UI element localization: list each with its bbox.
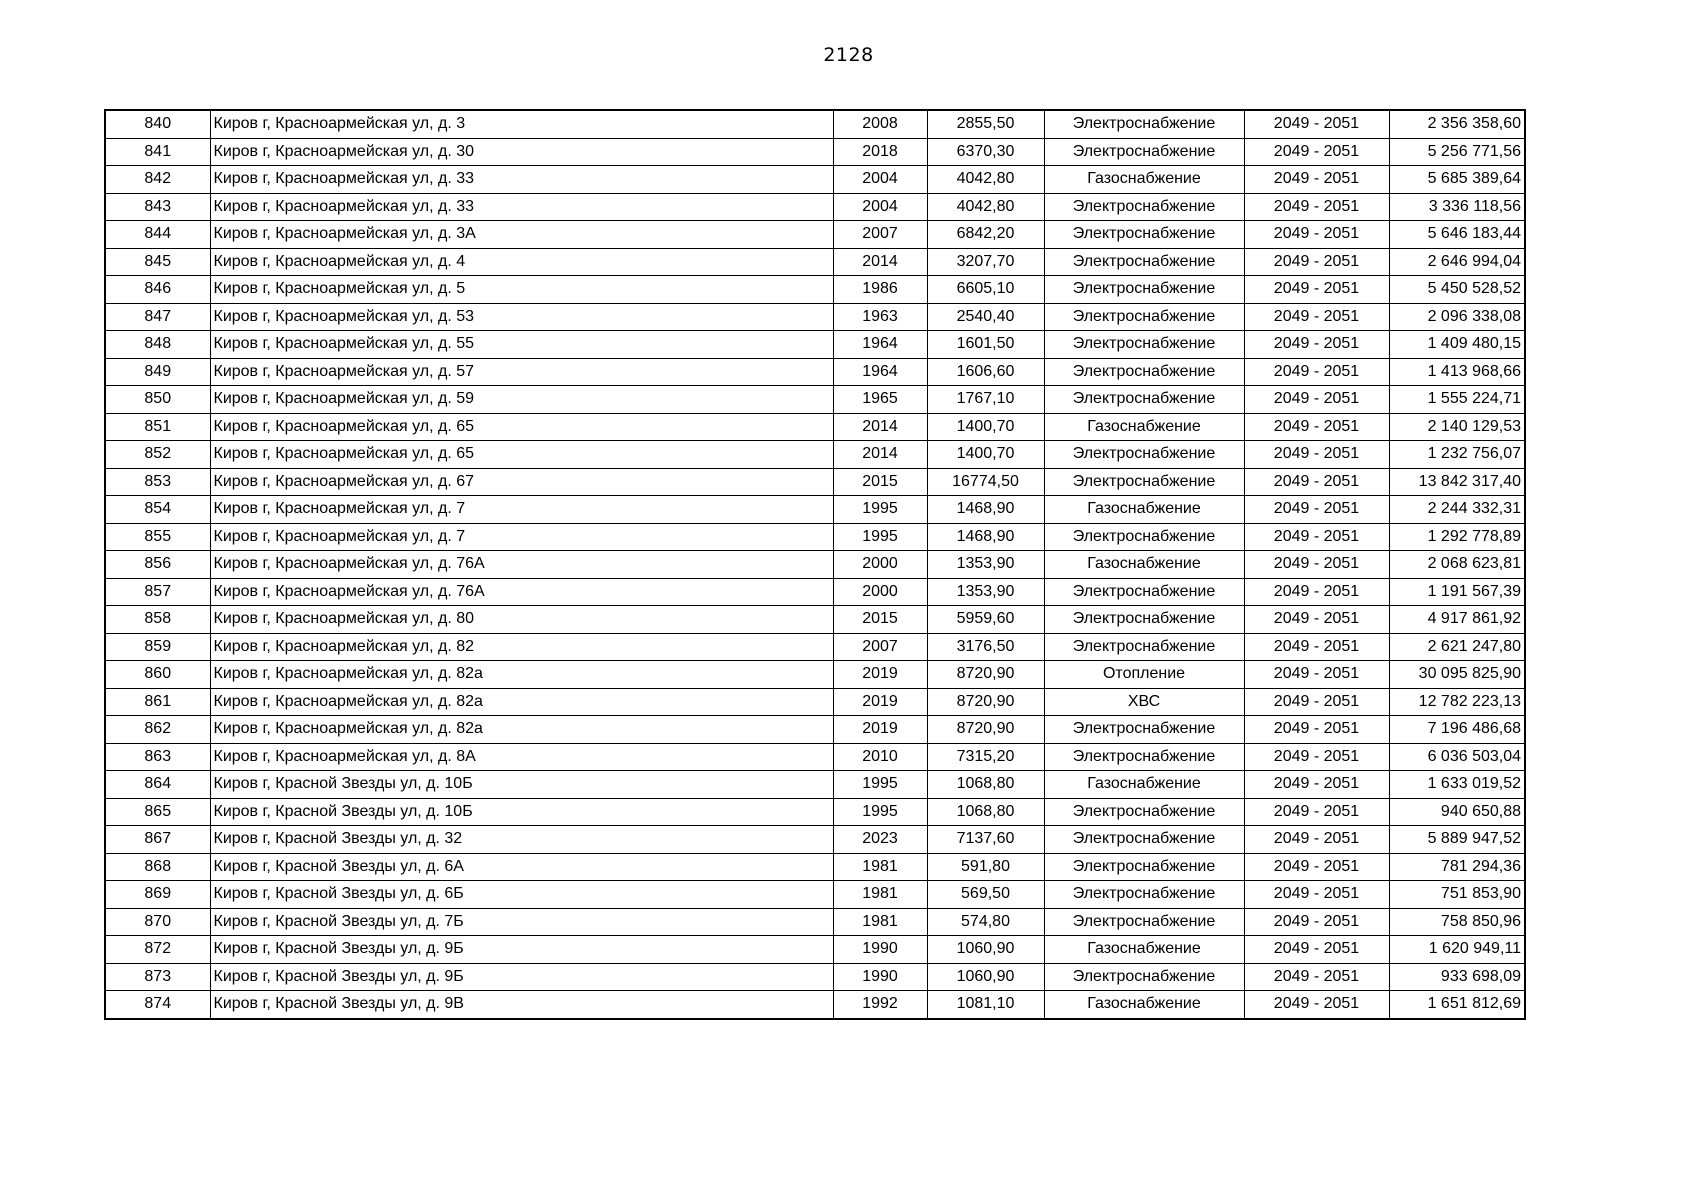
address-cell: Киров г, Красноармейская ул, д. 59 bbox=[210, 386, 833, 414]
cost-cell: 2 140 129,53 bbox=[1389, 413, 1525, 441]
period-cell: 2049 - 2051 bbox=[1244, 441, 1389, 469]
area-cell: 4042,80 bbox=[927, 166, 1044, 194]
period-cell: 2049 - 2051 bbox=[1244, 276, 1389, 304]
cost-cell: 5 646 183,44 bbox=[1389, 221, 1525, 249]
row-number-cell: 862 bbox=[105, 716, 210, 744]
year-cell: 1981 bbox=[833, 853, 927, 881]
area-cell: 3176,50 bbox=[927, 633, 1044, 661]
table-row bbox=[105, 826, 1525, 854]
year-cell: 2019 bbox=[833, 661, 927, 689]
area-cell: 574,80 bbox=[927, 908, 1044, 936]
area-cell: 6842,20 bbox=[927, 221, 1044, 249]
period-cell: 2049 - 2051 bbox=[1244, 358, 1389, 386]
area-cell: 8720,90 bbox=[927, 688, 1044, 716]
period-cell: 2049 - 2051 bbox=[1244, 110, 1389, 138]
row-number-cell: 857 bbox=[105, 578, 210, 606]
address-cell: Киров г, Красноармейская ул, д. 7 bbox=[210, 523, 833, 551]
year-cell: 2019 bbox=[833, 688, 927, 716]
service-type-cell: Отопление bbox=[1044, 661, 1244, 689]
row-number-cell: 855 bbox=[105, 523, 210, 551]
area-cell: 7137,60 bbox=[927, 826, 1044, 854]
address-cell: Киров г, Красной Звезды ул, д. 9Б bbox=[210, 963, 833, 991]
period-cell: 2049 - 2051 bbox=[1244, 688, 1389, 716]
cost-cell: 6 036 503,04 bbox=[1389, 743, 1525, 771]
row-number-cell: 847 bbox=[105, 303, 210, 331]
service-type-cell: Электроснабжение bbox=[1044, 853, 1244, 881]
row-number-cell: 872 bbox=[105, 936, 210, 964]
period-cell: 2049 - 2051 bbox=[1244, 936, 1389, 964]
area-cell: 2855,50 bbox=[927, 110, 1044, 138]
table-row bbox=[105, 523, 1525, 551]
cost-cell: 1 232 756,07 bbox=[1389, 441, 1525, 469]
register-table bbox=[104, 109, 1526, 1020]
service-type-cell: Электроснабжение bbox=[1044, 386, 1244, 414]
service-type-cell: Электроснабжение bbox=[1044, 303, 1244, 331]
service-type-cell: Электроснабжение bbox=[1044, 331, 1244, 359]
area-cell: 1060,90 bbox=[927, 936, 1044, 964]
year-cell: 1986 bbox=[833, 276, 927, 304]
cost-cell: 5 889 947,52 bbox=[1389, 826, 1525, 854]
year-cell: 1995 bbox=[833, 798, 927, 826]
service-type-cell: Электроснабжение bbox=[1044, 110, 1244, 138]
address-cell: Киров г, Красной Звезды ул, д. 6А bbox=[210, 853, 833, 881]
area-cell: 1400,70 bbox=[927, 441, 1044, 469]
year-cell: 2015 bbox=[833, 468, 927, 496]
address-cell: Киров г, Красноармейская ул, д. 55 bbox=[210, 331, 833, 359]
row-number-cell: 859 bbox=[105, 633, 210, 661]
service-type-cell: Электроснабжение bbox=[1044, 221, 1244, 249]
address-cell: Киров г, Красной Звезды ул, д. 32 bbox=[210, 826, 833, 854]
year-cell: 2015 bbox=[833, 606, 927, 634]
area-cell: 8720,90 bbox=[927, 716, 1044, 744]
period-cell: 2049 - 2051 bbox=[1244, 303, 1389, 331]
area-cell: 1081,10 bbox=[927, 991, 1044, 1019]
row-number-cell: 869 bbox=[105, 881, 210, 909]
cost-cell: 933 698,09 bbox=[1389, 963, 1525, 991]
address-cell: Киров г, Красной Звезды ул, д. 10Б bbox=[210, 771, 833, 799]
area-cell: 1353,90 bbox=[927, 578, 1044, 606]
period-cell: 2049 - 2051 bbox=[1244, 853, 1389, 881]
table-row bbox=[105, 221, 1525, 249]
row-number-cell: 849 bbox=[105, 358, 210, 386]
area-cell: 569,50 bbox=[927, 881, 1044, 909]
cost-cell: 13 842 317,40 bbox=[1389, 468, 1525, 496]
period-cell: 2049 - 2051 bbox=[1244, 716, 1389, 744]
period-cell: 2049 - 2051 bbox=[1244, 908, 1389, 936]
service-type-cell: Электроснабжение bbox=[1044, 908, 1244, 936]
area-cell: 4042,80 bbox=[927, 193, 1044, 221]
address-cell: Киров г, Красноармейская ул, д. 3А bbox=[210, 221, 833, 249]
area-cell: 1068,80 bbox=[927, 798, 1044, 826]
cost-cell: 1 555 224,71 bbox=[1389, 386, 1525, 414]
address-cell: Киров г, Красной Звезды ул, д. 6Б bbox=[210, 881, 833, 909]
table-row bbox=[105, 166, 1525, 194]
address-cell: Киров г, Красноармейская ул, д. 82а bbox=[210, 661, 833, 689]
cost-cell: 2 244 332,31 bbox=[1389, 496, 1525, 524]
service-type-cell: Газоснабжение bbox=[1044, 936, 1244, 964]
area-cell: 1060,90 bbox=[927, 963, 1044, 991]
cost-cell: 5 685 389,64 bbox=[1389, 166, 1525, 194]
table-row bbox=[105, 853, 1525, 881]
area-cell: 7315,20 bbox=[927, 743, 1044, 771]
row-number-cell: 851 bbox=[105, 413, 210, 441]
row-number-cell: 852 bbox=[105, 441, 210, 469]
register-table-body bbox=[105, 110, 1525, 1019]
year-cell: 2000 bbox=[833, 551, 927, 579]
row-number-cell: 873 bbox=[105, 963, 210, 991]
page-number: 2128 bbox=[823, 44, 874, 66]
table-row bbox=[105, 963, 1525, 991]
table-row bbox=[105, 193, 1525, 221]
address-cell: Киров г, Красноармейская ул, д. 76А bbox=[210, 551, 833, 579]
cost-cell: 5 450 528,52 bbox=[1389, 276, 1525, 304]
year-cell: 2000 bbox=[833, 578, 927, 606]
cost-cell: 7 196 486,68 bbox=[1389, 716, 1525, 744]
address-cell: Киров г, Красной Звезды ул, д. 7Б bbox=[210, 908, 833, 936]
service-type-cell: Электроснабжение bbox=[1044, 606, 1244, 634]
service-type-cell: Газоснабжение bbox=[1044, 991, 1244, 1019]
cost-cell: 12 782 223,13 bbox=[1389, 688, 1525, 716]
row-number-cell: 842 bbox=[105, 166, 210, 194]
table-row bbox=[105, 386, 1525, 414]
period-cell: 2049 - 2051 bbox=[1244, 221, 1389, 249]
row-number-cell: 848 bbox=[105, 331, 210, 359]
address-cell: Киров г, Красноармейская ул, д. 5 bbox=[210, 276, 833, 304]
service-type-cell: Электроснабжение bbox=[1044, 798, 1244, 826]
service-type-cell: Газоснабжение bbox=[1044, 496, 1244, 524]
year-cell: 1965 bbox=[833, 386, 927, 414]
service-type-cell: Электроснабжение bbox=[1044, 743, 1244, 771]
row-number-cell: 841 bbox=[105, 138, 210, 166]
year-cell: 1963 bbox=[833, 303, 927, 331]
table-row bbox=[105, 110, 1525, 138]
area-cell: 16774,50 bbox=[927, 468, 1044, 496]
cost-cell: 2 356 358,60 bbox=[1389, 110, 1525, 138]
table-row bbox=[105, 331, 1525, 359]
cost-cell: 1 413 968,66 bbox=[1389, 358, 1525, 386]
table-row bbox=[105, 551, 1525, 579]
row-number-cell: 845 bbox=[105, 248, 210, 276]
year-cell: 2014 bbox=[833, 248, 927, 276]
area-cell: 8720,90 bbox=[927, 661, 1044, 689]
table-row bbox=[105, 688, 1525, 716]
address-cell: Киров г, Красноармейская ул, д. 76А bbox=[210, 578, 833, 606]
area-cell: 6605,10 bbox=[927, 276, 1044, 304]
row-number-cell: 858 bbox=[105, 606, 210, 634]
period-cell: 2049 - 2051 bbox=[1244, 661, 1389, 689]
service-type-cell: Электроснабжение bbox=[1044, 138, 1244, 166]
table-row bbox=[105, 413, 1525, 441]
year-cell: 1995 bbox=[833, 523, 927, 551]
row-number-cell: 856 bbox=[105, 551, 210, 579]
period-cell: 2049 - 2051 bbox=[1244, 606, 1389, 634]
service-type-cell: Электроснабжение bbox=[1044, 193, 1244, 221]
year-cell: 2007 bbox=[833, 633, 927, 661]
service-type-cell: Электроснабжение bbox=[1044, 963, 1244, 991]
service-type-cell: Электроснабжение bbox=[1044, 633, 1244, 661]
cost-cell: 3 336 118,56 bbox=[1389, 193, 1525, 221]
area-cell: 2540,40 bbox=[927, 303, 1044, 331]
period-cell: 2049 - 2051 bbox=[1244, 138, 1389, 166]
row-number-cell: 870 bbox=[105, 908, 210, 936]
table-row bbox=[105, 276, 1525, 304]
period-cell: 2049 - 2051 bbox=[1244, 771, 1389, 799]
area-cell: 591,80 bbox=[927, 853, 1044, 881]
service-type-cell: Электроснабжение bbox=[1044, 881, 1244, 909]
year-cell: 2014 bbox=[833, 441, 927, 469]
year-cell: 2007 bbox=[833, 221, 927, 249]
row-number-cell: 861 bbox=[105, 688, 210, 716]
period-cell: 2049 - 2051 bbox=[1244, 523, 1389, 551]
period-cell: 2049 - 2051 bbox=[1244, 881, 1389, 909]
service-type-cell: ХВС bbox=[1044, 688, 1244, 716]
table-row bbox=[105, 936, 1525, 964]
service-type-cell: Электроснабжение bbox=[1044, 468, 1244, 496]
address-cell: Киров г, Красноармейская ул, д. 65 bbox=[210, 413, 833, 441]
address-cell: Киров г, Красноармейская ул, д. 82а bbox=[210, 716, 833, 744]
year-cell: 1990 bbox=[833, 963, 927, 991]
address-cell: Киров г, Красноармейская ул, д. 30 bbox=[210, 138, 833, 166]
table-row bbox=[105, 716, 1525, 744]
period-cell: 2049 - 2051 bbox=[1244, 578, 1389, 606]
service-type-cell: Электроснабжение bbox=[1044, 441, 1244, 469]
address-cell: Киров г, Красной Звезды ул, д. 9В bbox=[210, 991, 833, 1019]
area-cell: 1468,90 bbox=[927, 523, 1044, 551]
period-cell: 2049 - 2051 bbox=[1244, 743, 1389, 771]
table-row bbox=[105, 248, 1525, 276]
table-row bbox=[105, 578, 1525, 606]
address-cell: Киров г, Красноармейская ул, д. 82 bbox=[210, 633, 833, 661]
address-cell: Киров г, Красноармейская ул, д. 80 bbox=[210, 606, 833, 634]
cost-cell: 781 294,36 bbox=[1389, 853, 1525, 881]
row-number-cell: 844 bbox=[105, 221, 210, 249]
year-cell: 1990 bbox=[833, 936, 927, 964]
area-cell: 5959,60 bbox=[927, 606, 1044, 634]
year-cell: 2008 bbox=[833, 110, 927, 138]
address-cell: Киров г, Красноармейская ул, д. 8А bbox=[210, 743, 833, 771]
year-cell: 2019 bbox=[833, 716, 927, 744]
period-cell: 2049 - 2051 bbox=[1244, 386, 1389, 414]
address-cell: Киров г, Красноармейская ул, д. 65 bbox=[210, 441, 833, 469]
service-type-cell: Газоснабжение bbox=[1044, 166, 1244, 194]
area-cell: 1400,70 bbox=[927, 413, 1044, 441]
address-cell: Киров г, Красноармейская ул, д. 33 bbox=[210, 166, 833, 194]
service-type-cell: Газоснабжение bbox=[1044, 551, 1244, 579]
year-cell: 1964 bbox=[833, 331, 927, 359]
period-cell: 2049 - 2051 bbox=[1244, 798, 1389, 826]
address-cell: Киров г, Красноармейская ул, д. 82а bbox=[210, 688, 833, 716]
cost-cell: 1 620 949,11 bbox=[1389, 936, 1525, 964]
cost-cell: 2 096 338,08 bbox=[1389, 303, 1525, 331]
address-cell: Киров г, Красной Звезды ул, д. 10Б bbox=[210, 798, 833, 826]
service-type-cell: Электроснабжение bbox=[1044, 358, 1244, 386]
year-cell: 2004 bbox=[833, 193, 927, 221]
table-row bbox=[105, 771, 1525, 799]
cost-cell: 2 646 994,04 bbox=[1389, 248, 1525, 276]
year-cell: 2023 bbox=[833, 826, 927, 854]
cost-cell: 1 651 812,69 bbox=[1389, 991, 1525, 1019]
period-cell: 2049 - 2051 bbox=[1244, 496, 1389, 524]
cost-cell: 1 633 019,52 bbox=[1389, 771, 1525, 799]
cost-cell: 751 853,90 bbox=[1389, 881, 1525, 909]
address-cell: Киров г, Красноармейская ул, д. 53 bbox=[210, 303, 833, 331]
cost-cell: 1 191 567,39 bbox=[1389, 578, 1525, 606]
period-cell: 2049 - 2051 bbox=[1244, 991, 1389, 1019]
row-number-cell: 864 bbox=[105, 771, 210, 799]
service-type-cell: Электроснабжение bbox=[1044, 523, 1244, 551]
cost-cell: 2 621 247,80 bbox=[1389, 633, 1525, 661]
row-number-cell: 846 bbox=[105, 276, 210, 304]
table-row bbox=[105, 496, 1525, 524]
period-cell: 2049 - 2051 bbox=[1244, 963, 1389, 991]
cost-cell: 1 292 778,89 bbox=[1389, 523, 1525, 551]
row-number-cell: 850 bbox=[105, 386, 210, 414]
service-type-cell: Электроснабжение bbox=[1044, 276, 1244, 304]
area-cell: 1601,50 bbox=[927, 331, 1044, 359]
area-cell: 3207,70 bbox=[927, 248, 1044, 276]
row-number-cell: 840 bbox=[105, 110, 210, 138]
service-type-cell: Газоснабжение bbox=[1044, 771, 1244, 799]
table-row bbox=[105, 633, 1525, 661]
table-row bbox=[105, 743, 1525, 771]
year-cell: 2018 bbox=[833, 138, 927, 166]
address-cell: Киров г, Красноармейская ул, д. 57 bbox=[210, 358, 833, 386]
cost-cell: 758 850,96 bbox=[1389, 908, 1525, 936]
table-row bbox=[105, 798, 1525, 826]
table-row bbox=[105, 441, 1525, 469]
cost-cell: 5 256 771,56 bbox=[1389, 138, 1525, 166]
period-cell: 2049 - 2051 bbox=[1244, 413, 1389, 441]
period-cell: 2049 - 2051 bbox=[1244, 331, 1389, 359]
year-cell: 1981 bbox=[833, 908, 927, 936]
row-number-cell: 865 bbox=[105, 798, 210, 826]
area-cell: 1353,90 bbox=[927, 551, 1044, 579]
table-row bbox=[105, 661, 1525, 689]
row-number-cell: 854 bbox=[105, 496, 210, 524]
service-type-cell: Электроснабжение bbox=[1044, 578, 1244, 606]
area-cell: 1606,60 bbox=[927, 358, 1044, 386]
table-row bbox=[105, 468, 1525, 496]
period-cell: 2049 - 2051 bbox=[1244, 468, 1389, 496]
address-cell: Киров г, Красноармейская ул, д. 3 bbox=[210, 110, 833, 138]
period-cell: 2049 - 2051 bbox=[1244, 633, 1389, 661]
table-row bbox=[105, 908, 1525, 936]
address-cell: Киров г, Красноармейская ул, д. 67 bbox=[210, 468, 833, 496]
period-cell: 2049 - 2051 bbox=[1244, 193, 1389, 221]
year-cell: 2004 bbox=[833, 166, 927, 194]
cost-cell: 940 650,88 bbox=[1389, 798, 1525, 826]
area-cell: 1767,10 bbox=[927, 386, 1044, 414]
year-cell: 2010 bbox=[833, 743, 927, 771]
address-cell: Киров г, Красноармейская ул, д. 4 bbox=[210, 248, 833, 276]
row-number-cell: 863 bbox=[105, 743, 210, 771]
period-cell: 2049 - 2051 bbox=[1244, 166, 1389, 194]
address-cell: Киров г, Красноармейская ул, д. 33 bbox=[210, 193, 833, 221]
table-row bbox=[105, 606, 1525, 634]
service-type-cell: Электроснабжение bbox=[1044, 716, 1244, 744]
area-cell: 1468,90 bbox=[927, 496, 1044, 524]
row-number-cell: 868 bbox=[105, 853, 210, 881]
period-cell: 2049 - 2051 bbox=[1244, 551, 1389, 579]
service-type-cell: Электроснабжение bbox=[1044, 826, 1244, 854]
year-cell: 1992 bbox=[833, 991, 927, 1019]
service-type-cell: Электроснабжение bbox=[1044, 248, 1244, 276]
cost-cell: 30 095 825,90 bbox=[1389, 661, 1525, 689]
row-number-cell: 843 bbox=[105, 193, 210, 221]
address-cell: Киров г, Красноармейская ул, д. 7 bbox=[210, 496, 833, 524]
address-cell: Киров г, Красной Звезды ул, д. 9Б bbox=[210, 936, 833, 964]
area-cell: 1068,80 bbox=[927, 771, 1044, 799]
table-row bbox=[105, 358, 1525, 386]
period-cell: 2049 - 2051 bbox=[1244, 248, 1389, 276]
year-cell: 1964 bbox=[833, 358, 927, 386]
row-number-cell: 860 bbox=[105, 661, 210, 689]
year-cell: 1995 bbox=[833, 771, 927, 799]
year-cell: 1981 bbox=[833, 881, 927, 909]
period-cell: 2049 - 2051 bbox=[1244, 826, 1389, 854]
table-row bbox=[105, 881, 1525, 909]
cost-cell: 1 409 480,15 bbox=[1389, 331, 1525, 359]
year-cell: 2014 bbox=[833, 413, 927, 441]
table-row bbox=[105, 991, 1525, 1019]
table-row bbox=[105, 138, 1525, 166]
row-number-cell: 853 bbox=[105, 468, 210, 496]
area-cell: 6370,30 bbox=[927, 138, 1044, 166]
cost-cell: 4 917 861,92 bbox=[1389, 606, 1525, 634]
service-type-cell: Газоснабжение bbox=[1044, 413, 1244, 441]
year-cell: 1995 bbox=[833, 496, 927, 524]
row-number-cell: 874 bbox=[105, 991, 210, 1019]
table-row bbox=[105, 303, 1525, 331]
row-number-cell: 867 bbox=[105, 826, 210, 854]
cost-cell: 2 068 623,81 bbox=[1389, 551, 1525, 579]
